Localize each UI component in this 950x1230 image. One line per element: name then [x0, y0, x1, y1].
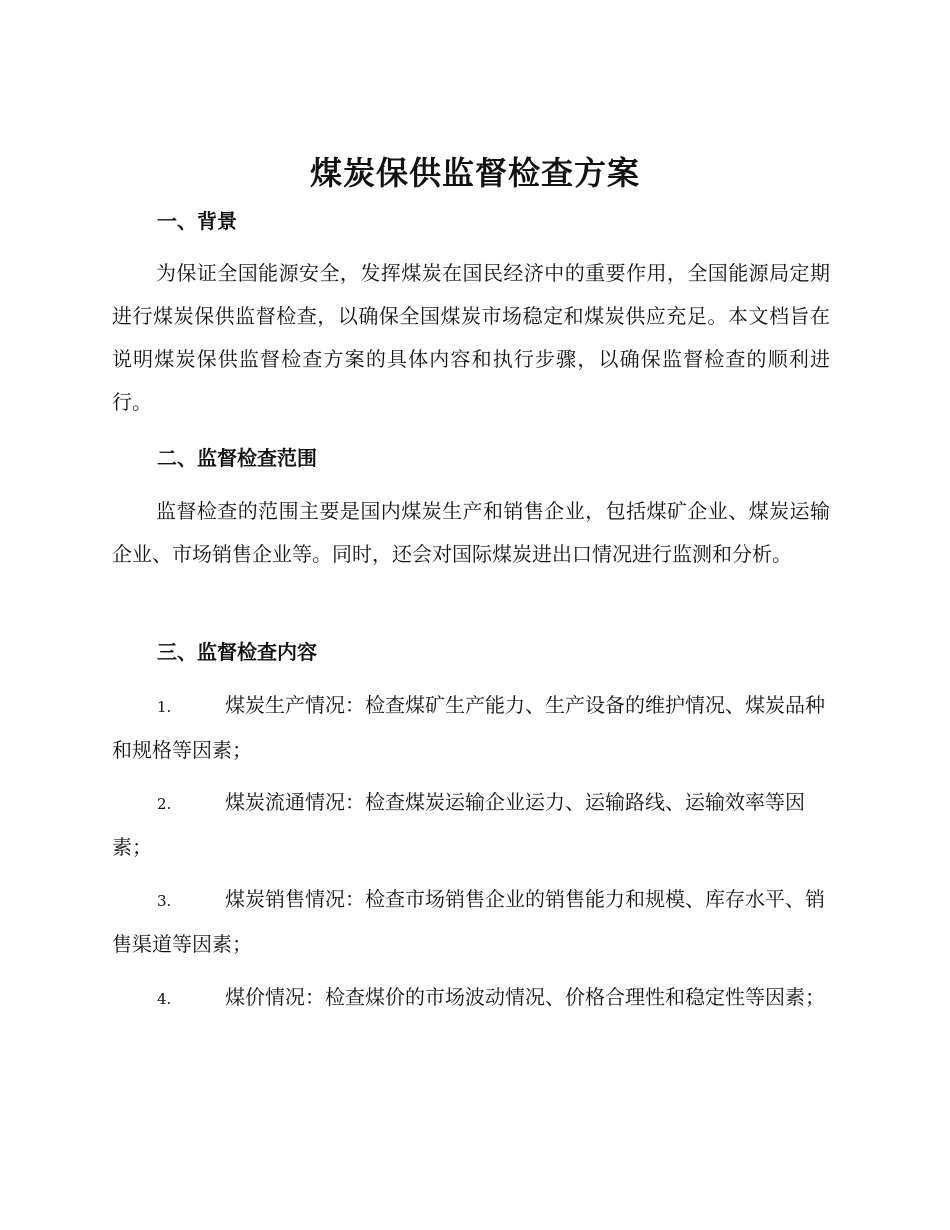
list-item-number: 2. — [157, 795, 172, 813]
list-item-number: 1. — [157, 698, 172, 716]
section-heading-background: 一、背景 — [157, 209, 237, 233]
list-item-text: 煤炭销售情况：检查市场销售企业的销售能力和规模、库存水平、销售渠道等因素； — [112, 887, 825, 956]
list-item — [112, 781, 834, 869]
section-heading-content: 三、监督检查内容 — [157, 640, 317, 664]
section-paragraph-background: 为保证全国能源安全，发挥煤炭在国民经济中的重要作用，全国能源局定期进行煤炭保供监督检查，以确保全国煤炭市场稳定和煤炭供应充足。本文档旨在说明煤炭保供监督检查方案的具体内容和执行步骤，以确保监督检查的顺利进行。 — [112, 261, 830, 414]
list-item — [112, 976, 834, 1021]
list-item-text: 煤炭生产情况：检查煤矿生产能力、生产设备的维护情况、煤炭品种和规格等因素； — [112, 693, 825, 762]
section-heading-scope: 二、监督检查范围 — [157, 446, 317, 470]
section-paragraph-scope: 监督检查的范围主要是国内煤炭生产和销售企业，包括煤矿企业、煤炭运输企业、市场销售企业等。同时，还会对国际煤炭进出口情况进行监测和分析。 — [112, 499, 830, 566]
list-item-number: 3. — [157, 892, 172, 910]
list-item — [112, 684, 834, 772]
list-item-number: 4. — [157, 990, 172, 1008]
document-title: 煤炭保供监督检查方案 — [309, 154, 640, 192]
list-item-text: 煤炭流通情况：检查煤炭运输企业运力、运输路线、运输效率等因素； — [112, 790, 805, 859]
list-item-text: 煤价情况：检查煤价的市场波动情况、价格合理性和稳定性等因素； — [225, 985, 825, 1009]
list-item — [112, 878, 834, 966]
